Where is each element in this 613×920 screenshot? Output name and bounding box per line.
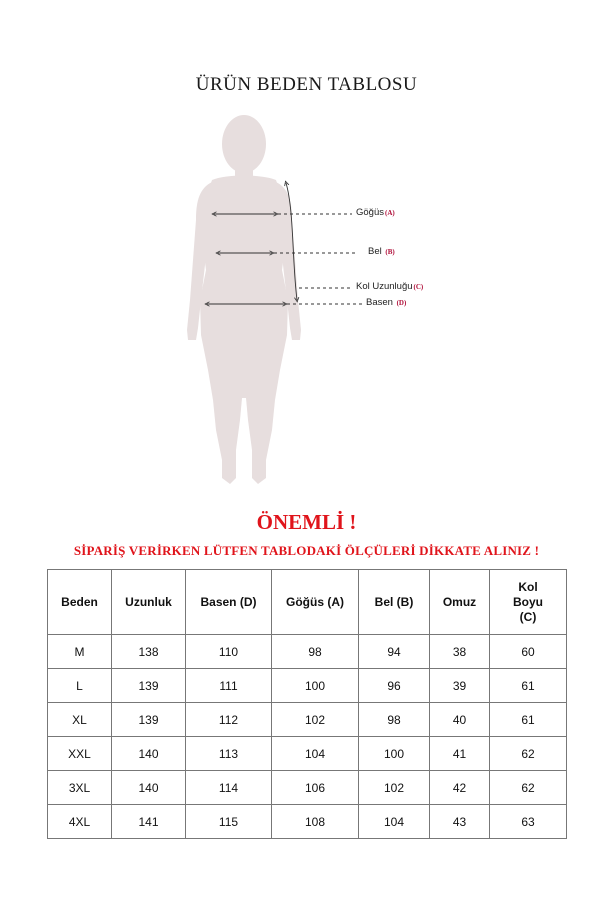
column-header-size: Beden xyxy=(48,570,112,635)
measurement-label-sleeve-length: Kol Uzunluğu(C) xyxy=(356,281,424,292)
order-notice: SİPARİŞ VERİRKEN LÜTFEN TABLODAKİ ÖLÇÜLERİ DİKKATE ALINIZ ! xyxy=(73,543,540,558)
measurement-label-chest: Göğüs(A) xyxy=(356,207,395,218)
column-header-length: Uzunluk xyxy=(112,570,186,635)
table-cell: L xyxy=(48,669,112,703)
silhouette-illustration xyxy=(0,100,613,500)
table-cell: 102 xyxy=(272,703,359,737)
table-cell: 39 xyxy=(430,669,490,703)
table-cell: 61 xyxy=(490,703,567,737)
table-cell: XXL xyxy=(48,737,112,771)
table-cell: 4XL xyxy=(48,805,112,839)
table-cell: 62 xyxy=(490,771,567,805)
table-row xyxy=(48,805,567,839)
table-cell: 113 xyxy=(186,737,272,771)
column-header-sleeve-length: Kol Boyu (C) xyxy=(490,570,567,635)
table-cell: 43 xyxy=(430,805,490,839)
table-row xyxy=(48,669,567,703)
table-row xyxy=(48,771,567,805)
table-cell: 100 xyxy=(272,669,359,703)
column-header-chest: Göğüs (A) xyxy=(272,570,359,635)
table-cell: 96 xyxy=(359,669,430,703)
table-cell: 98 xyxy=(272,635,359,669)
measurement-label-waist: Bel (B) xyxy=(368,246,395,257)
table-cell: 41 xyxy=(430,737,490,771)
table-cell: 62 xyxy=(490,737,567,771)
column-header-hip: Basen (D) xyxy=(186,570,272,635)
table-cell: 102 xyxy=(359,771,430,805)
table-cell: 139 xyxy=(112,669,186,703)
column-header-waist: Bel (B) xyxy=(359,570,430,635)
table-cell: 98 xyxy=(359,703,430,737)
important-heading: ÖNEMLİ ! xyxy=(256,510,357,534)
woman-silhouette xyxy=(187,115,301,484)
table-cell: 3XL xyxy=(48,771,112,805)
table-cell: 114 xyxy=(186,771,272,805)
table-cell: 104 xyxy=(359,805,430,839)
table-cell: 138 xyxy=(112,635,186,669)
body-measurement-figure xyxy=(0,100,613,500)
table-cell: 139 xyxy=(112,703,186,737)
table-cell: 42 xyxy=(430,771,490,805)
table-cell: 140 xyxy=(112,771,186,805)
column-header-shoulder: Omuz xyxy=(430,570,490,635)
table-cell: 115 xyxy=(186,805,272,839)
size-table xyxy=(47,569,567,839)
table-cell: 63 xyxy=(490,805,567,839)
table-cell: 40 xyxy=(430,703,490,737)
table-cell: 110 xyxy=(186,635,272,669)
table-row xyxy=(48,737,567,771)
table-cell: 100 xyxy=(359,737,430,771)
table-cell: 60 xyxy=(490,635,567,669)
table-cell: XL xyxy=(48,703,112,737)
table-cell: 141 xyxy=(112,805,186,839)
table-row xyxy=(48,703,567,737)
table-cell: M xyxy=(48,635,112,669)
table-cell: 111 xyxy=(186,669,272,703)
table-cell: 112 xyxy=(186,703,272,737)
page-title: ÜRÜN BEDEN TABLOSU xyxy=(195,74,418,95)
table-row xyxy=(48,635,567,669)
measurement-label-hip: Basen (D) xyxy=(366,297,407,308)
table-header-row xyxy=(48,570,567,635)
table-cell: 38 xyxy=(430,635,490,669)
table-cell: 108 xyxy=(272,805,359,839)
table-cell: 61 xyxy=(490,669,567,703)
table-cell: 94 xyxy=(359,635,430,669)
table-cell: 140 xyxy=(112,737,186,771)
table-cell: 106 xyxy=(272,771,359,805)
table-cell: 104 xyxy=(272,737,359,771)
